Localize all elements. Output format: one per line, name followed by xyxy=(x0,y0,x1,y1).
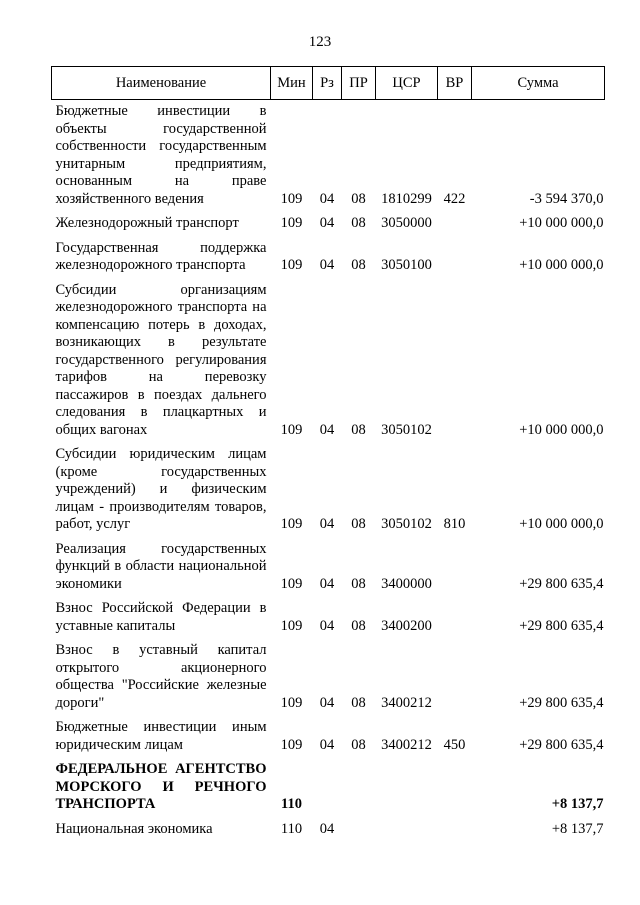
table-row xyxy=(52,443,605,538)
page-number: 123 xyxy=(308,34,332,50)
cell-rz: 04 xyxy=(319,575,335,592)
cell-sum: +8 137,7 xyxy=(551,796,604,812)
cell-csr: 3050000 xyxy=(381,215,432,231)
cell-pr: 08 xyxy=(351,421,366,438)
cell-sum: +29 800 635,4 xyxy=(519,694,604,711)
header-name: Наименование xyxy=(52,67,271,100)
cell-name: Взнос в уставный капитал открытого акционерного общества "Российские железные дороги" xyxy=(55,642,267,711)
cell-sum: +29 800 635,4 xyxy=(519,617,604,634)
table-row xyxy=(52,100,605,213)
cell-name: Бюджетные инвестиции иным юридическим лицам xyxy=(55,719,267,753)
cell-pr xyxy=(342,818,376,843)
cell-rz: 04 xyxy=(319,820,335,837)
cell-rz: 04 xyxy=(319,215,335,231)
header-rz: Рз xyxy=(313,67,342,100)
cell-vr: 422 xyxy=(443,190,466,207)
cell-pr: 08 xyxy=(351,215,366,231)
cell-name: ФЕДЕРАЛЬНОЕ АГЕНТСТВО МОРСКОГО И РЕЧНОГО ТРАНСПОРТА xyxy=(55,761,267,812)
cell-min: 109 xyxy=(280,190,303,207)
cell-sum: +10 000 000,0 xyxy=(519,257,604,273)
cell-name: Национальная экономика xyxy=(55,820,213,837)
cell-min: 109 xyxy=(280,516,303,532)
cell-min: 109 xyxy=(280,257,303,273)
cell-pr: 08 xyxy=(351,617,366,634)
table-row xyxy=(52,279,605,444)
cell-sum: -3 594 370,0 xyxy=(529,190,604,207)
table-row xyxy=(52,597,605,639)
cell-csr: 3400200 xyxy=(381,617,432,634)
cell-vr xyxy=(438,212,472,237)
cell-name: Реализация государственных функций в области национальной экономики xyxy=(55,540,267,592)
cell-csr: 3050102 xyxy=(381,516,432,532)
cell-pr: 08 xyxy=(351,257,366,273)
cell-name: Железнодорожный транспорт xyxy=(55,215,239,231)
cell-min: 109 xyxy=(280,736,303,753)
cell-sum: +29 800 635,4 xyxy=(519,736,604,753)
cell-pr: 08 xyxy=(351,736,366,753)
table-row xyxy=(52,818,605,843)
cell-name: Бюджетные инвестиции в объекты государственной собственности государственным унитарным предприятиям, основанным на праве хозяйственного ведения xyxy=(55,103,267,207)
cell-name: Взнос Российской Федерации в уставные капиталы xyxy=(55,600,267,634)
cell-csr: 3400000 xyxy=(381,575,432,592)
budget-table xyxy=(51,66,605,842)
header-vr: ВР xyxy=(438,67,472,100)
header-csr: ЦСР xyxy=(376,67,438,100)
cell-name: Субсидии организациям железнодорожного транспорта на компенсацию потерь в доходах, возникающих в результате государственного регулирования тарифов на перевозку пассажиров в поездах дальнего следования в плацкартных и общих вагонах xyxy=(55,281,267,438)
cell-csr: 3400212 xyxy=(381,694,432,711)
cell-vr xyxy=(438,279,472,444)
table-row xyxy=(52,538,605,598)
cell-csr: 3400212 xyxy=(381,736,432,753)
cell-rz: 04 xyxy=(319,617,335,634)
cell-rz: 04 xyxy=(319,257,335,273)
cell-name: Государственная поддержка железнодорожного транспорта xyxy=(55,239,267,273)
table-header-row xyxy=(52,67,605,100)
cell-vr xyxy=(438,758,472,818)
cell-pr: 08 xyxy=(351,516,366,532)
cell-sum: +10 000 000,0 xyxy=(519,516,604,532)
cell-vr xyxy=(438,818,472,843)
cell-csr: 1810299 xyxy=(381,190,432,207)
cell-vr xyxy=(438,237,472,279)
header-pr: ПР xyxy=(342,67,376,100)
cell-vr xyxy=(438,639,472,716)
cell-rz: 04 xyxy=(319,421,335,438)
cell-csr xyxy=(376,818,438,843)
cell-min: 109 xyxy=(280,694,303,711)
header-min: Мин xyxy=(271,67,313,100)
cell-vr: 810 xyxy=(443,516,466,532)
cell-vr xyxy=(438,538,472,598)
cell-sum: +8 137,7 xyxy=(551,820,604,837)
cell-min: 109 xyxy=(280,575,303,592)
cell-pr xyxy=(342,758,376,818)
cell-pr: 08 xyxy=(351,190,366,207)
cell-rz: 04 xyxy=(319,736,335,753)
cell-name: Субсидии юридическим лицам (кроме государственных учреждений) и физическим лицам - производителям товаров, работ, услуг xyxy=(55,446,267,532)
cell-min: 109 xyxy=(280,617,303,634)
cell-sum: +10 000 000,0 xyxy=(519,215,604,231)
table-row xyxy=(52,758,605,818)
table-body xyxy=(52,100,605,843)
cell-pr: 08 xyxy=(351,575,366,592)
cell-rz xyxy=(313,758,342,818)
cell-csr xyxy=(376,758,438,818)
cell-sum: +29 800 635,4 xyxy=(519,575,604,592)
cell-pr: 08 xyxy=(351,694,366,711)
cell-csr: 3050100 xyxy=(381,257,432,273)
cell-rz: 04 xyxy=(319,694,335,711)
cell-vr xyxy=(438,597,472,639)
header-sum: Сумма xyxy=(472,67,605,100)
cell-rz: 04 xyxy=(319,516,335,532)
table-row xyxy=(52,212,605,237)
cell-vr: 450 xyxy=(443,736,466,753)
cell-min: 110 xyxy=(281,796,302,812)
cell-sum: +10 000 000,0 xyxy=(519,421,604,438)
cell-min: 109 xyxy=(280,215,303,231)
cell-min: 109 xyxy=(280,421,303,438)
cell-rz: 04 xyxy=(319,190,335,207)
table-row xyxy=(52,237,605,279)
cell-csr: 3050102 xyxy=(381,421,432,438)
table-row xyxy=(52,716,605,758)
cell-min: 110 xyxy=(280,820,303,837)
table-row xyxy=(52,639,605,716)
